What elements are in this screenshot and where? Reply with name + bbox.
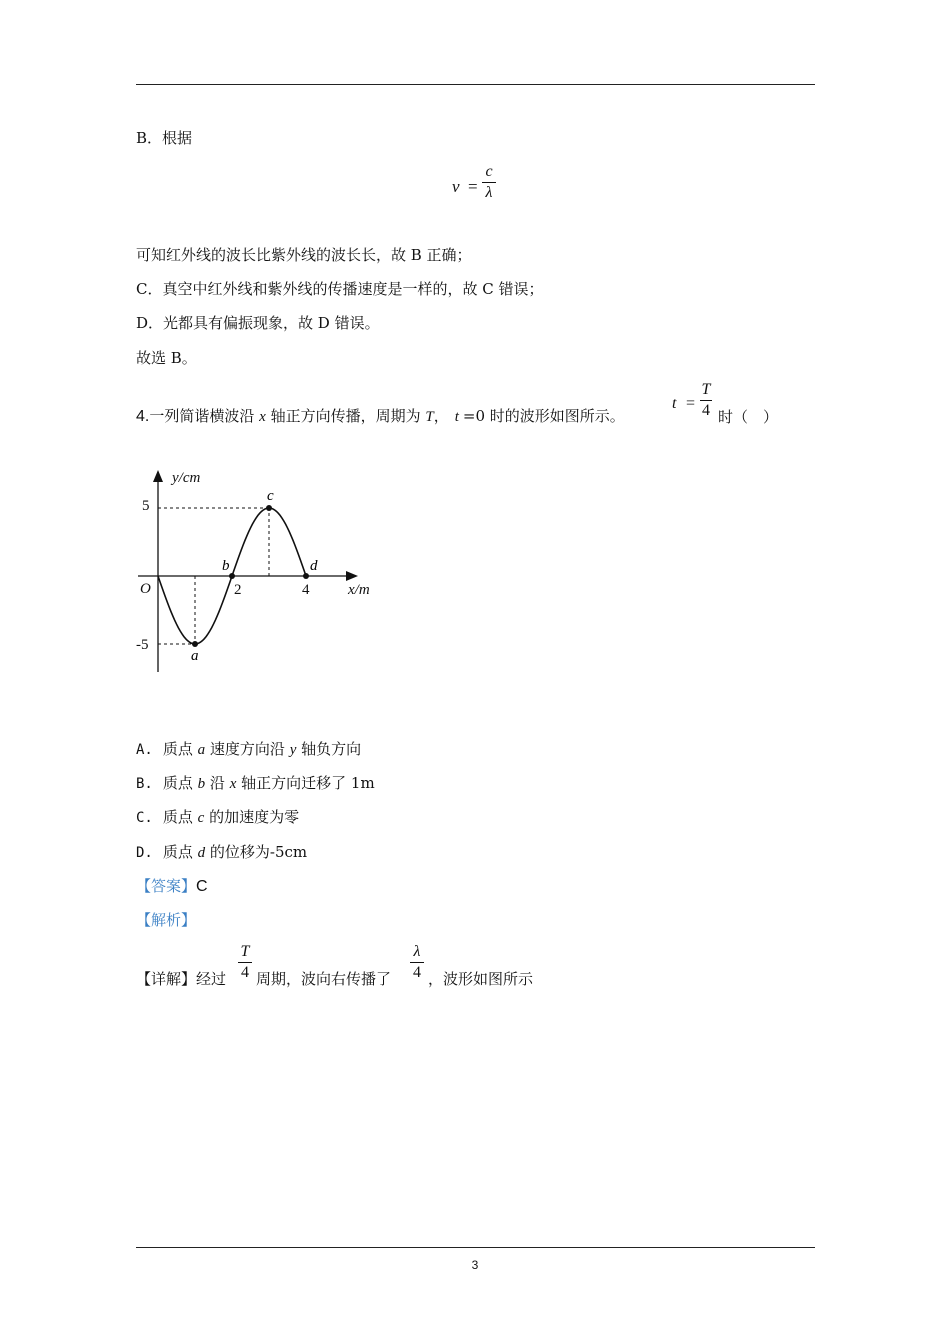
option-text-pre: 质点 [162,808,198,826]
x-axis-arrow [346,571,358,581]
option-b-heading: B．根据 [136,129,193,147]
wave-figure [130,460,390,680]
detail-text-a: 经过 [196,970,227,988]
option-letter: C. [136,810,153,826]
point-label-b: b [222,558,230,574]
option-text-post: 沿 [205,774,230,792]
answer-line [136,876,208,897]
formula-numerator: c [485,163,493,180]
time-fraction [700,381,712,420]
point-c [266,505,272,511]
time-numerator: T [701,381,711,398]
question-x-var: x [259,409,266,425]
question-4-text [136,406,625,427]
detail-text-c: ，波形如图所示 [428,970,534,988]
option-var2: y [289,742,297,758]
question-text-a: 一列简谐横波沿 [149,407,260,425]
option-text-post: 速度方向沿 [205,740,290,758]
detail-frac1-bar [238,962,252,963]
detail-fraction-T-4 [238,943,252,982]
option-text-post: 的加速度为零 [204,808,300,826]
footer-rule [136,1247,815,1248]
option-var: d [197,845,206,861]
option-var: c [197,810,205,826]
question-T-var: T [425,409,434,425]
origin-label: O [140,581,151,597]
question-text-e: 时（ ） [718,408,779,426]
question-text-c: ， [433,407,449,425]
option-letter: B. [136,776,153,792]
y-axis-label: y/cm [172,470,201,486]
detail-fraction-lambda-4 [410,943,424,982]
option-a [136,739,361,760]
header-rule [136,84,815,85]
option-text-pre: 质点 [162,843,198,861]
option-text-pre: 质点 [162,774,198,792]
question-t0-t: t [454,409,459,425]
y-tick-5: 5 [142,498,150,514]
x-tick-4: 4 [302,582,310,598]
option-var: a [197,742,206,758]
option-letter: A. [136,742,153,758]
time-lhs: t [672,395,677,412]
time-eq: = [686,395,696,412]
answer-tag: 【答案】 [136,877,197,895]
y-axis-arrow [153,470,163,482]
option-d-explanation: D．光都具有偏振现象，故 D 错误。 [136,314,380,332]
x-tick-2: 2 [234,582,242,598]
option-var: b [197,776,206,792]
selection-statement: 故选 B。 [136,349,197,367]
option-d [136,842,307,863]
formula-eq: = [468,177,478,196]
option-text-post2: 轴正方向迁移了 1m [236,774,375,792]
point-d [303,573,309,579]
formula-denominator: λ [485,184,493,201]
option-text-post: 的位移为-5cm [205,843,308,861]
option-text-post2: 轴负方向 [296,740,362,758]
time-fraction-bar [700,400,712,401]
y-tick-neg5: -5 [136,637,149,653]
formula-lhs: ν [452,177,460,196]
question-number: 4. [136,408,150,425]
detail-frac2-den: 4 [413,964,421,981]
detail-text-b: 周期，波向右传播了 [256,970,392,988]
point-b [229,573,235,579]
option-letter: D. [136,845,153,861]
formula-fraction [482,163,496,202]
question-text-d: 时的波形如图所示。 [485,407,625,425]
fraction-bar [482,182,496,183]
detail-frac1-num: T [240,943,250,960]
page-number: 3 [471,1258,479,1272]
detail-frac1-den: 4 [241,964,249,981]
point-label-d: d [310,558,318,574]
x-axis-label: x/m [348,582,370,598]
point-label-c: c [267,488,274,504]
analysis-tag: 【解析】 [136,911,197,929]
detail-frac2-num: λ [413,943,421,960]
time-denominator: 4 [702,402,710,419]
option-text-pre: 质点 [162,740,198,758]
point-label-a: a [191,648,199,664]
question-t0-val: 0 [475,407,485,425]
option-c-explanation: C．真空中红外线和紫外线的传播速度是一样的，故 C 错误； [136,280,544,298]
option-c [136,807,299,828]
question-t0-eq: = [462,407,476,425]
option-b-conclusion: 可知红外线的波长比紫外线的波长长，故 B 正确； [136,246,472,264]
detail-line [136,969,226,989]
detail-frac2-bar [410,962,424,963]
option-b [136,773,375,794]
point-a [192,641,198,647]
detail-tag: 【详解】 [136,970,197,988]
option-var2: x [229,776,237,792]
answer-value: C [196,878,208,895]
question-text-b: 轴正方向传播，周期为 [265,407,426,425]
